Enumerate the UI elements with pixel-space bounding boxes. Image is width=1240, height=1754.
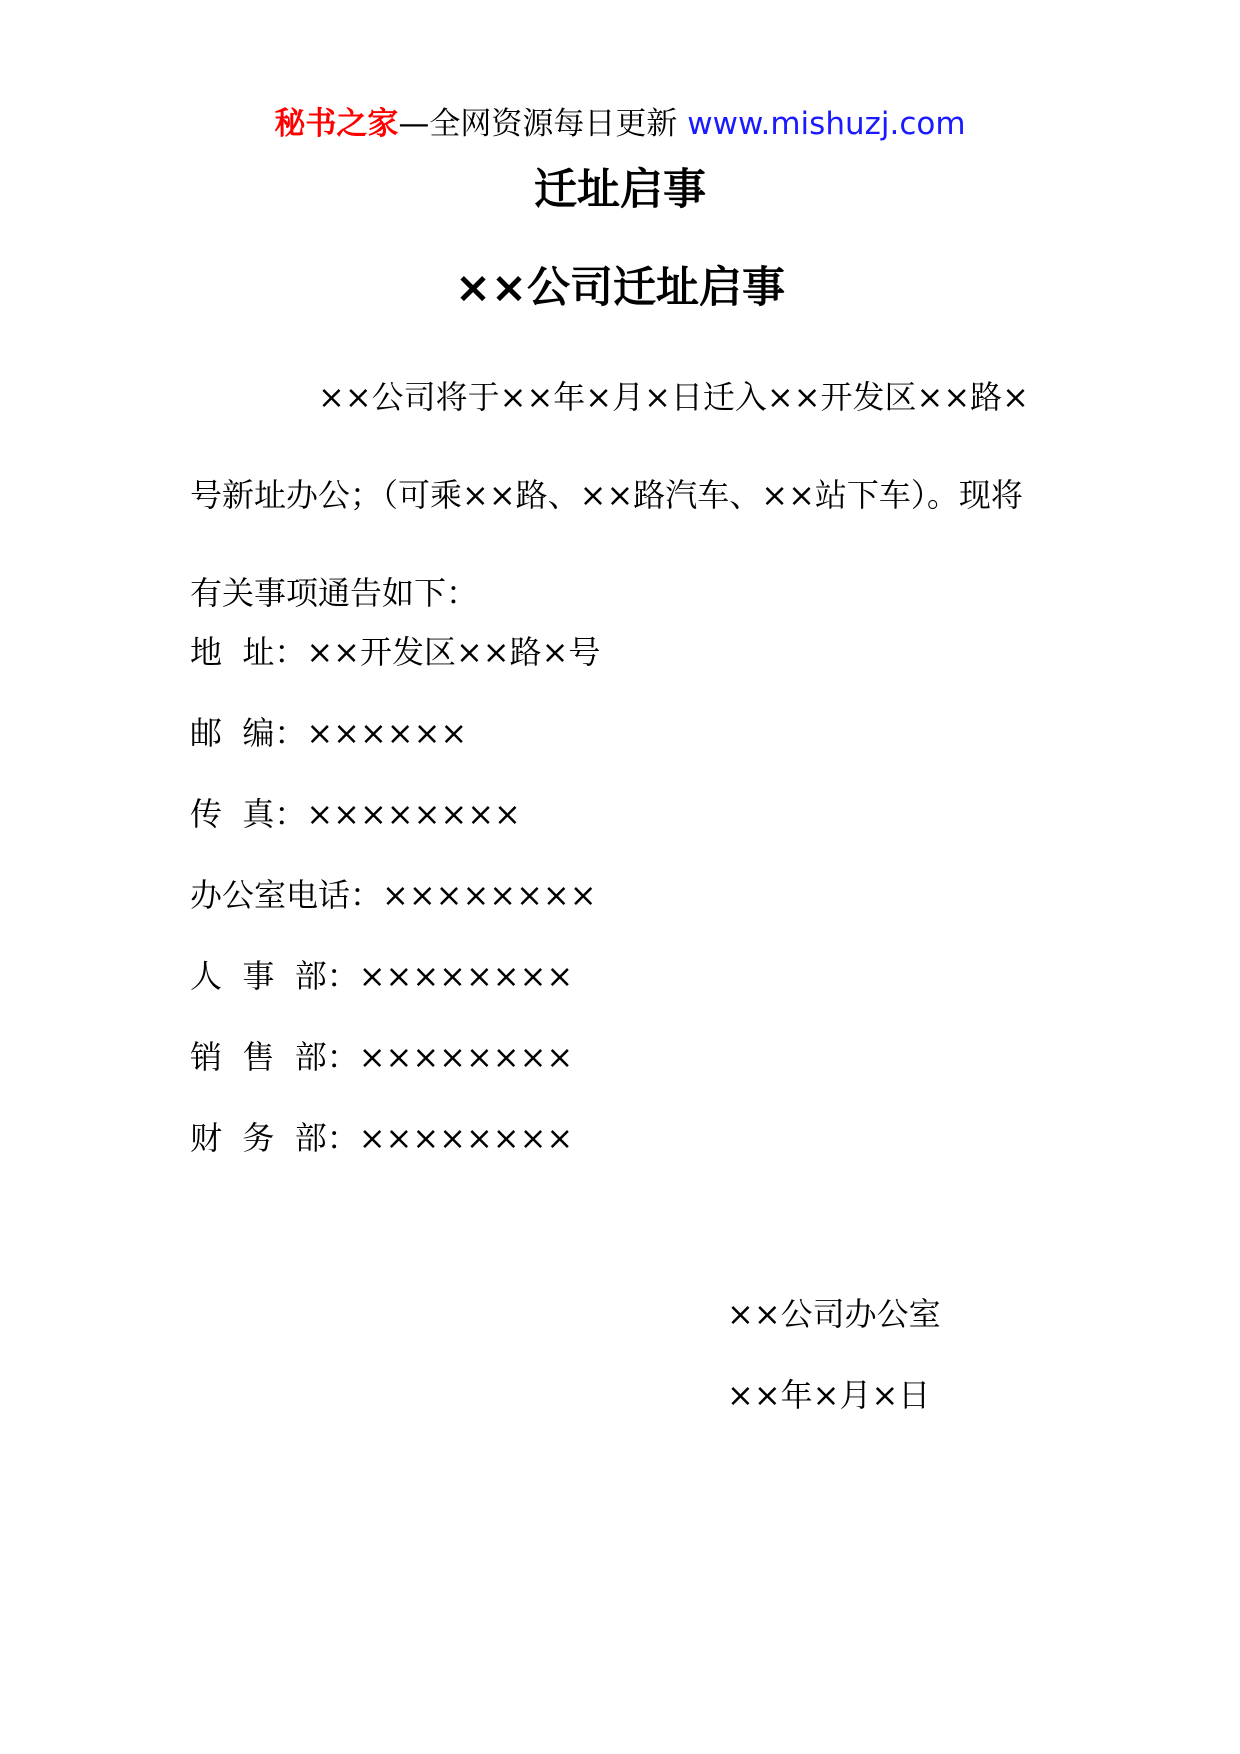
- brand-name: 秘书之家: [274, 106, 399, 142]
- fax-field: 传 真：××××××××: [190, 795, 521, 833]
- document-subtitle: ××公司迁址启事: [454, 263, 786, 313]
- hr-department-field: 人 事 部：××××××××: [190, 957, 574, 995]
- site-slogan: —全网资源每日更新: [398, 106, 688, 142]
- finance-department-field: 财 务 部：××××××××: [190, 1119, 574, 1157]
- address-field: 地 址：××开发区××路×号: [190, 633, 601, 671]
- notice-paragraph: ××公司将于××年×月×日迁入××开发区××路×号新址办公；（可乘××路、××路汽车、××站下车）。现将有关事项通告如下：: [190, 378, 1029, 612]
- postcode-field: 邮 编：××××××: [190, 714, 468, 752]
- document-title: 迁址启事: [534, 165, 706, 215]
- issuer-signature: ××公司办公室: [727, 1295, 941, 1333]
- office-phone-field: 办公室电话：××××××××: [190, 876, 597, 914]
- website-link[interactable]: www.mishuzj.com: [687, 106, 966, 142]
- site-header: [0, 98, 1240, 150]
- sales-department-field: 销 售 部：××××××××: [190, 1038, 574, 1076]
- issue-date: ××年×月×日: [727, 1376, 931, 1414]
